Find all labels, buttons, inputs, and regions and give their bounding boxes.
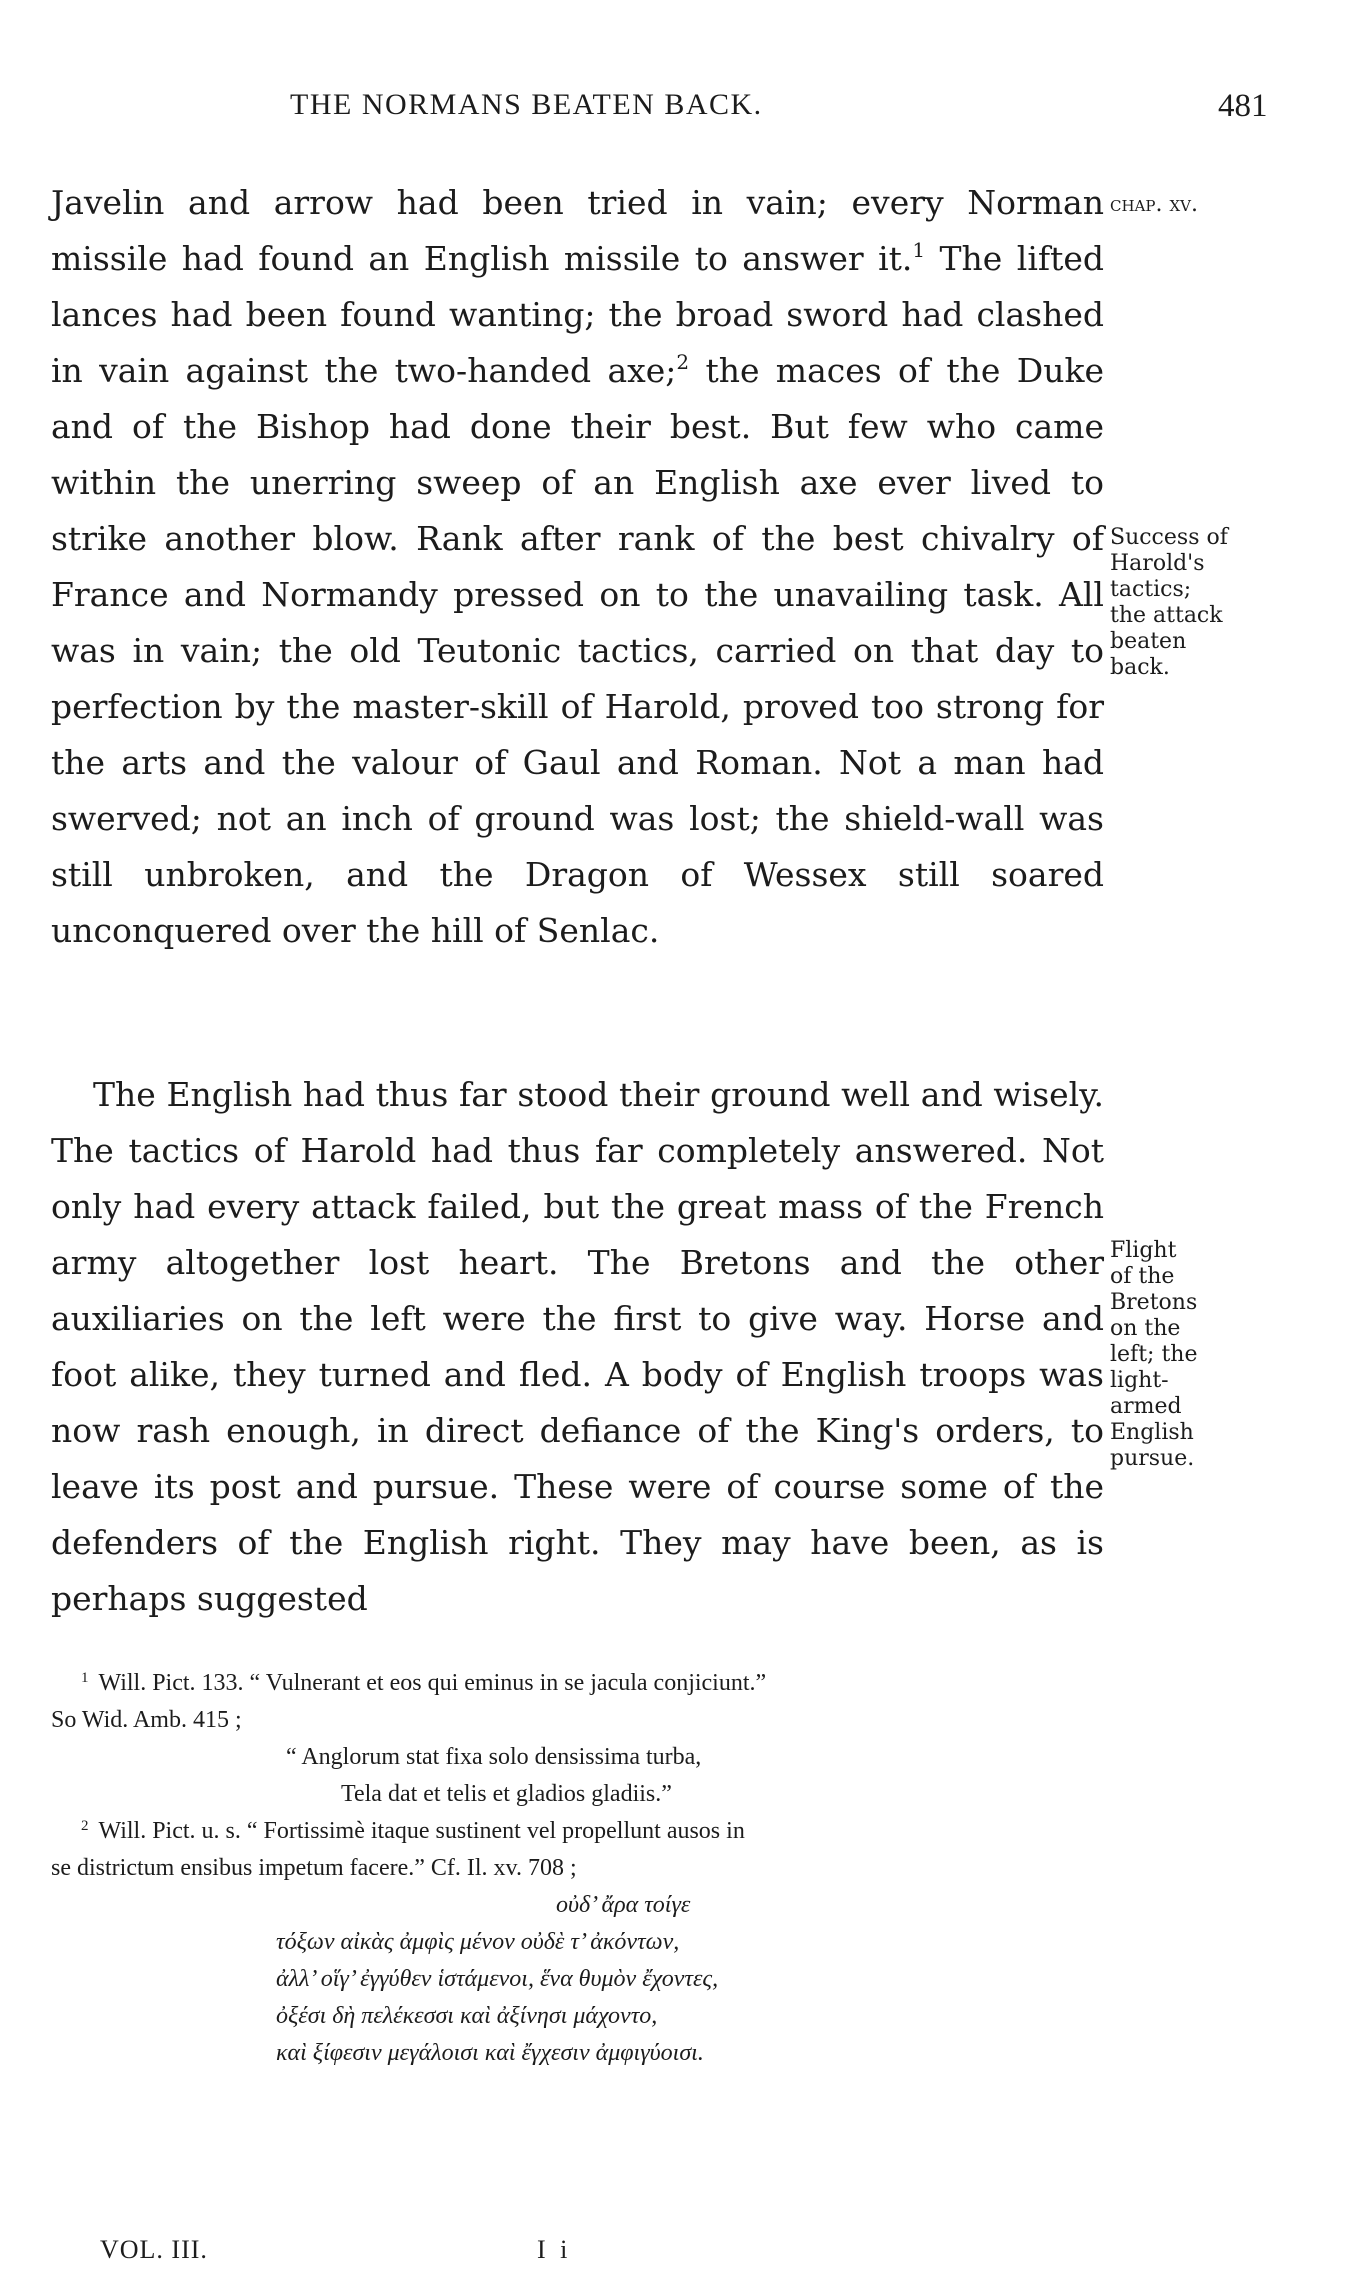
volume-footer (0, 2235, 1345, 2271)
paragraph-1 (51, 175, 1104, 959)
sidenote-line: light- (1110, 1368, 1169, 1393)
sidenote-line: English (1110, 1420, 1194, 1445)
greek-quote-line: ἀλλ’ οἵγ’ ἐγγύθεν ἱστάμενοι, ἕνα θυμὸν ἔχοντες, (276, 1966, 719, 1992)
footnotes (51, 1665, 1131, 2072)
sidenote-line: on the (1110, 1316, 1181, 1341)
sidenote-flight (1110, 1238, 1340, 1472)
sidenote-line: Bretons (1110, 1290, 1198, 1315)
paragraph-1-text-a: Javelin and arrow had been tried in vain; every Norman missile had found an English missile to answer it. (51, 183, 1104, 278)
sidenote-line: back. (1110, 655, 1170, 680)
greek-quote-line: καὶ ξίφεσιν μεγάλοισι καὶ ἔγχεσιν ἀμφιγύοισι. (276, 2040, 704, 2066)
footnote-2 (51, 1813, 1131, 1850)
footnote-1-mark: 1 (81, 1670, 89, 1686)
sidenote-line: the attack (1110, 603, 1223, 628)
greek-quote-line: οὐδ’ ἄρα τοίγε (556, 1892, 691, 1918)
paragraph-1-text-c: the maces of the Duke and of the Bishop had done their best. But few who came within the unerring sweep of an English axe ever lived to strike another blow. Rank after rank of the best chivalry of France and Normandy pressed on to the unavailing task. All was in vain; the old Teutonic tactics, carried on that day to perfection by the master-skill of Harold, proved too strong for the arts and the valour of Gaul and Roman. Not a man had swerved; not an inch of ground was lost; the shield-wall was still unbroken, and the Dragon of Wessex still soared unconquered over the hill of Senlac. (51, 351, 1104, 950)
footnote-2-line-1: Will. Pict. u. s. “ Fortissimè itaque sustinent vel propellunt ausos in (98, 1818, 745, 1844)
sidenote-line: armed (1110, 1394, 1182, 1419)
footnote-1-verse-2: Tela dat et telis et gladios gladiis.” (341, 1781, 672, 1807)
paragraph-1-text-b: The lifted lances had been found wanting; the broad sword had clashed in vain against the two-handed axe; (51, 239, 1104, 390)
footnote-1-verse-1: “ Anglorum stat fixa solo densissima turba, (286, 1744, 702, 1770)
footnote-2-mark: 2 (81, 1818, 89, 1834)
sidenote-line: of the (1110, 1264, 1175, 1289)
sidenote-line: tactics; (1110, 577, 1192, 602)
volume-label: VOL. III. (100, 2235, 208, 2264)
sidenote-line: pursue. (1110, 1446, 1195, 1471)
sidenote-success (1110, 525, 1340, 681)
greek-quote-line: τόξων αἰκὰς ἀμφὶς μένον οὐδὲ τ’ ἀκόντων, (276, 1929, 680, 1955)
sidenote-line: left; the (1110, 1342, 1198, 1367)
signature-mark: I i (537, 2235, 572, 2264)
footnote-1 (51, 1665, 1131, 1702)
footnote-1-line-1: Will. Pict. 133. “ Vulnerant et eos qui eminus in se jacula conjiciunt.” (98, 1670, 767, 1696)
sidenote-line: Harold's (1110, 551, 1205, 576)
footnote-2-line-2: se districtum ensibus impetum facere.” Cf. Il. xv. 708 ; (51, 1855, 577, 1881)
sidenote-line: Flight (1110, 1238, 1177, 1263)
footnote-1-line-2: So Wid. Amb. 415 ; (51, 1707, 242, 1733)
greek-quote-line: ὀξέσι δὴ πελέκεσσι καὶ ἀξίνησι μάχοντο, (276, 2003, 658, 2029)
sidenote-line: beaten (1110, 629, 1187, 654)
footnote-ref-2: 2 (676, 350, 690, 374)
paragraph-2: The English had thus far stood their ground well and wisely. The tactics of Harold had thus far completely answered. Not only had every attack failed, but the great mass of the French army altogether lost heart. The Bretons and the other auxiliaries on the left were the first to give way. Horse and foot alike, they turned and fled. A body of English troops was now rash enough, in direct defiance of the King's orders, to leave its post and pursue. These were of course some of the defenders of the English right. They may have been, as is perhaps suggested (51, 1075, 1104, 1618)
running-head (0, 88, 1345, 132)
sidenote-line: Success of (1110, 525, 1228, 550)
running-title: THE NORMANS BEATEN BACK. (290, 88, 763, 121)
page-number: 481 (1218, 88, 1268, 124)
footnote-ref-1: 1 (912, 238, 926, 262)
chapter-sidenote: chap. xv. (1110, 192, 1198, 217)
